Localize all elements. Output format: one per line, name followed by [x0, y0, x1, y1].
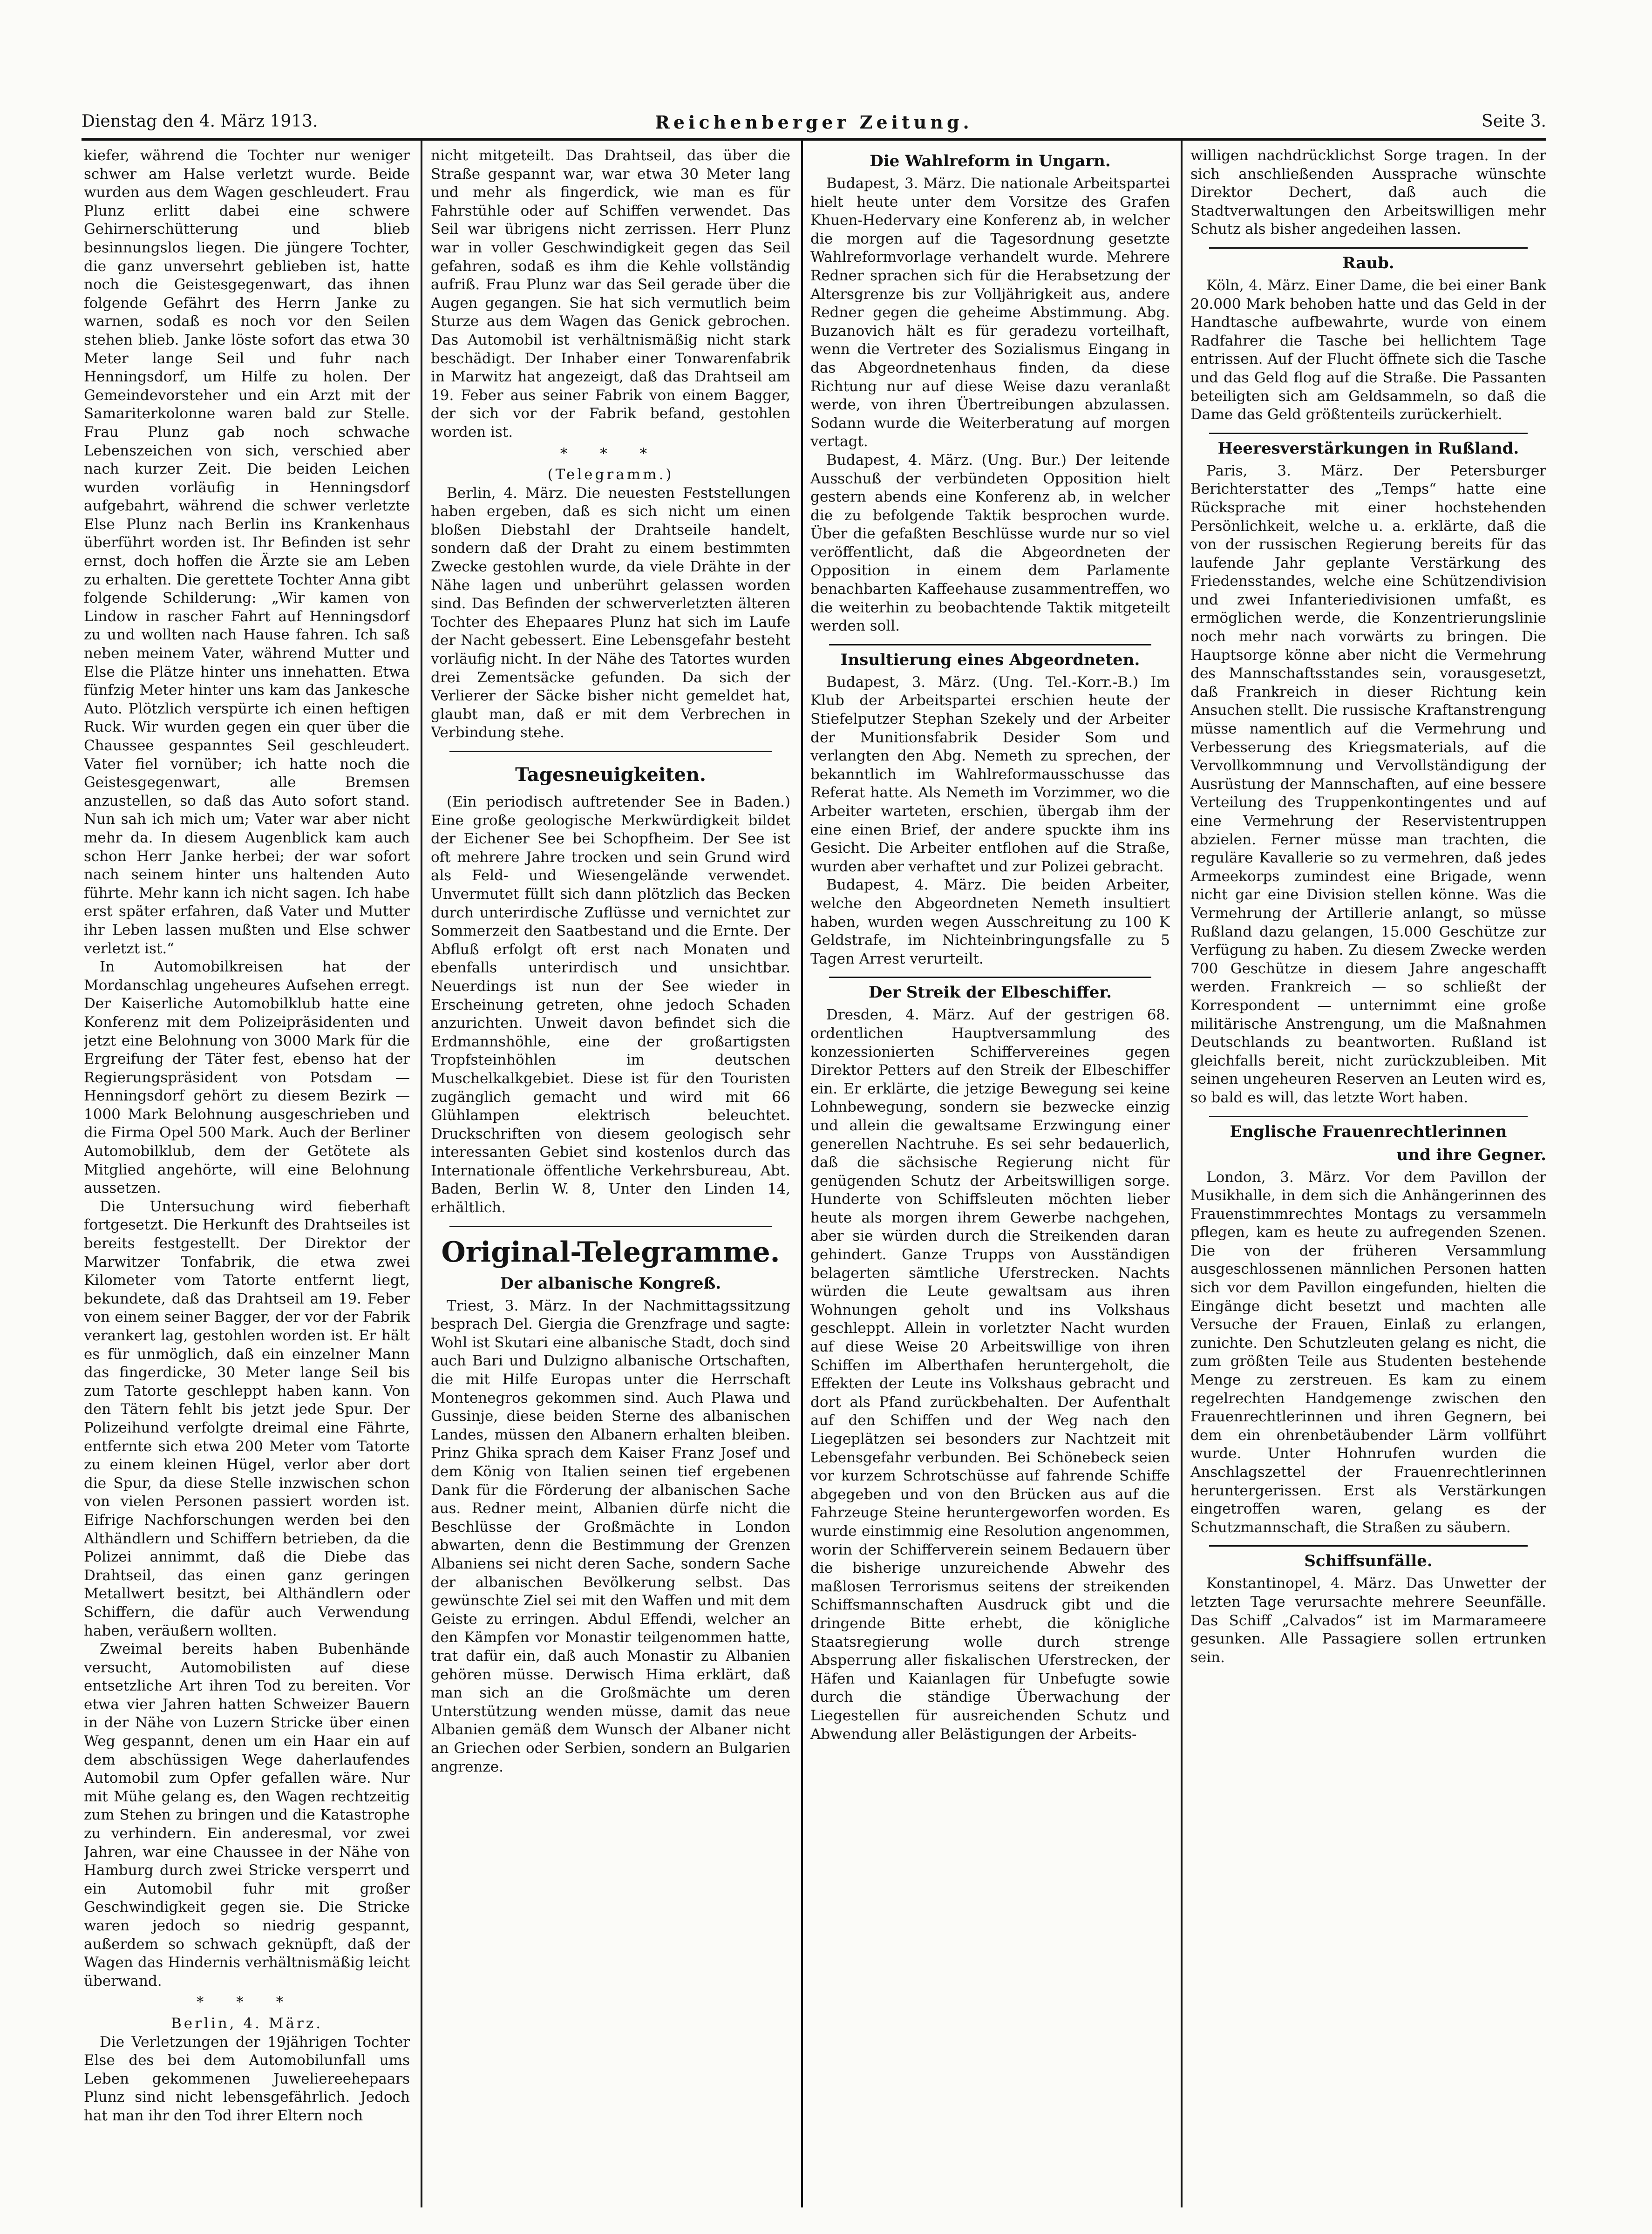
- article-heading: Die Wahlreform in Ungarn.: [870, 152, 1111, 170]
- article-paragraph: Dresden, 4. März. Auf der gestrigen 68. ordentlichen Hauptversammlung des konzessionierten Schiffervereines gegen Direktor Petters auf den Streik der Elbeschiffer ein. Er erklärte, die jetzige Bewegung sei keine Lohnbewegung, sondern sie bezwecke einzig und allein die gewaltsame Erzwingung einer generellen Nachtruhe. Es sei sehr bedauerlich, daß die sächsische Regierung nicht für genügenden Schutz der Arbeitswilligen sorge. Hunderte von Schiffsleuten möchten lieber heute als morgen ihrem Gewerbe nachgehen, aber sie würden durch die Streikenden daran gehindert. Ganze Trupps von Ausständigen belagerten sämtliche Uferstrecken. Nachts würden die Leute gewaltsam aus ihren Wohnungen geholt und ins Volkshaus geschleppt. Allein in vorletzter Nacht wurden auf diese Weise 20 Arbeitswillige von ihren Schiffen im Alberthafen heruntergeholt, die Effekten der Leute ins Volkshaus gebracht und dort als Pfand zurückbehalten. Der Aufenthalt auf den Schiffen und der Weg nach den Liegeplätzen sei besonders zur Nachtzeit mit Lebensgefahr verbunden. Bei Schönebeck seien vor kurzem Schrotschüsse auf fahrende Schiffe abgegeben und von den Brücken aus auf die Fahrzeuge Steine heruntergeworfen worden. Es wurde einstimmig eine Resolution angenommen, worin der Schifferverein seinem Bedauern über die bisherige unzureichende Abwehr des maßlosen Terrorismus seitens der streikenden Schiffsmannschaften Ausdruck gibt und die dringende Bitte erhebt, die königliche Staatsregierung wolle durch strenge Absperrung aller fiskalischen Uferstrecken, der Häfen und Kaianlagen für Unbefugte sowie durch die ständige Überwachung der Liegestellen für ausreichenden Schutz und Abwendung aller Belästigungen der Arbeits-: [810, 1006, 1170, 1743]
- section-separator: [829, 977, 1151, 978]
- newspaper-title: Reichenberger Zeitung.: [655, 112, 973, 133]
- article-paragraph: In Automobilkreisen hat der Mordanschlag ungeheures Aufsehen erregt. Der Kaiserliche Automobilklub hatte eine Konferenz mit dem Polizeipräsidenten und jetzt eine Belohnung von 3000 Mark für die Ergreifung der Täter fest, ebenso hat der Regierungspräsident von Potsdam — Henningsdorf gehört zu diesem Bezirk — 1000 Mark Belohnung ausgeschrieben und die Firma Opel 500 Mark. Auch der Berliner Automobilklub, dem der Getötete als Mitglied angehörte, will eine Belohnung aussetzen.: [84, 958, 410, 1197]
- column-divider-2: [801, 140, 803, 2207]
- article-paragraph: Triest, 3. März. In der Nachmittagssitzung besprach Del. Giergia die Grenzfrage und sagte: Wohl ist Skutari eine albanische Stadt, doch sind auch Bari und Dulzigno albanische Ortschaften, die mit Hilfe Europas unter die Herrschaft Montenegros gekommen sind. Auch Plawa und Gussinje, diese beiden Sterne des albanischen Landes, müssen den Albanern erhalten bleiben. Prinz Ghika sprach dem Kaiser Franz Josef und dem König von Italien seinen tief ergebenen Dank für die Förderung der albanischen Sache aus. Redner meint, Albanien dürfe nicht die Beschlüsse der Großmächte in London abwarten, denn die Bestimmung der Grenzen Albaniens sei nicht deren Sache, sondern Sache der albanischen Bevölkerung selbst. Das gewünschte Ziel sei mit den Waffen und mit dem Geiste zu erringen. Abdul Effendi, welcher an den Kämpfen vor Monastir teilgenommen hatte, trat dafür ein, daß auch Monastir zu Albanien gehören müsse. Derwisch Hima erklärt, daß man sich an die Großmächte um deren Unterstützung wenden müsse, damit das neue Albanien gemäß dem Wunsch der Albaner nicht an Griechen oder Serbien, sondern an Bulgarien angrenze.: [431, 1297, 790, 1775]
- article-paragraph: Paris, 3. März. Der Petersburger Berichterstatter des „Temps“ hatte eine Rücksprache mit einer hochstehenden Persönlichkeit, welche u. a. erklärte, daß die von der russischen Regierung bereits für das laufende Jahr geplante Verstärkung des Friedensstandes, welche eine Schützendivision und zwei Infanteriedivisionen umfaßt, es ermöglichen werde, die Konzentrierungslinie noch mehr nach vorwärts zu bringen. Die Hauptsorge könne aber nicht die Vermehrung des Mannschaftsstandes sein, vorausgesetzt, daß Frankreich in dieser Richtung kein Ansuchen stellt. Die russische Kraftanstrengung müsse namentlich auf die Vermehrung und Verbesserung des Kriegsmaterials, auf die Vervollkommnung und Vervollständigung der Ausrüstung der Mannschaften, auf eine bessere Verteilung des Truppenkontingentes und auf eine Vermehrung der Reservistentruppen abzielen. Ferner müsse man trachten, die reguläre Kavallerie so zu vermehren, daß jedes Armeekorps zumindest eine Brigade, wenn nicht gar eine Division stellen könne. Was die Vermehrung der Artillerie anlangt, so müsse Rußland dazu gelangen, 15.000 Geschütze zur Verfügung zu haben. Zu diesem Zwecke werden 700 Geschütze in diesem Jahre angeschafft werden. Frankreich — so schließt der Korrespondent — unternimmt eine große militärische Anstrengung, um die Maßnahmen Deutschlands zu beantworten. Rußland ist gleichfalls bereit, nicht zurückzubleiben. Mit seinen ungeheuren Reserven an Leuten wird es, so bald es will, das letzte Wort haben.: [1190, 462, 1546, 1106]
- column-3: [810, 147, 1170, 2206]
- article-paragraph: (Ein periodisch auftretender See in Baden.) Eine große geologische Merkwürdigkeit bildet der Eichener See bei Schopfheim. Der See ist oft mehrere Jahre trocken und sein Grund wird als Feld- und Wiesengelände verwendet. Unvermutet füllt sich dann plötzlich das Becken durch unterirdische Zuflüsse und vernichtet zur Sommerzeit den Saatbestand und die Ernte. Der Abfluß erfolgt oft erst nach Monaten und ebenfalls unterirdisch und unsichtbar. Neuerdings ist nun der See wieder in Erscheinung getreten, ohne jedoch Schaden anzurichten. Unweit davon befindet sich die Erdmannshöhle, eine der großartigsten Tropfsteinhöhlen im deutschen Muschelkalkgebiet. Diese ist für den Touristen zugänglich gemacht und wird mit 66 Glühlampen elektrisch beleuchtet. Druckschriften von diesem geologisch sehr interessanten Gebiet sind kostenlos durch das Internationale öffentliche Verkehrsbureau, Abt. Baden, Berlin W. 8, Unter den Linden 14, erhältlich.: [431, 794, 790, 1216]
- article-paragraph: nicht mitgeteilt. Das Drahtseil, das über die Straße gespannt war, war etwa 30 Meter lang und mehr als fingerdick, wie man es für Fahrstühle oder auf Schiffen verwendet. Das Seil war übrigens nicht zerrissen. Herr Plunz war in voller Geschwindigkeit gegen das Seil gefahren, sodaß es ihm die Kehle vollständig aufriß. Frau Plunz war das Seil gerade über die Augen gegangen. Sie hat sich vermutlich beim Sturze aus dem Wagen das Genick gebrochen. Das Automobil ist verhältnismäßig nicht stark beschädigt. Der Inhaber einer Tonwarenfabrik in Marwitz hat angezeigt, daß das Drahtseil am 19. Feber aus seiner Fabrik von einem Bagger, der sich vor der Fabrik befand, gestohlen worden ist.: [431, 147, 790, 441]
- section-separator: [1209, 1116, 1528, 1117]
- article-paragraph: Budapest, 4. März. Die beiden Arbeiter, welche den Abgeordneten Nemeth insultiert haben, wurden wegen Ausschreitung zu 100 K Geldstrafe, im Nichteinbringungsfalle zu 5 Tagen Arrest verurteilt.: [810, 876, 1170, 967]
- column-4: [1190, 147, 1546, 2206]
- section-separator: [1209, 433, 1528, 434]
- masthead-rule: [82, 138, 1546, 141]
- article-paragraph: Die Verletzungen der 19jährigen Tochter Else des bei dem Automobilunfall ums Leben gekommenen Juweliereehepaars Plunz sind nicht lebensgefährlich. Jedoch hat man ihr den Tod ihrer Eltern noch: [84, 2033, 410, 2124]
- section-heading-large: Original-Telegramme.: [441, 1236, 780, 1269]
- article-paragraph: Budapest, 3. März. (Ung. Tel.-Korr.-B.) Im Klub der Arbeitspartei erschien heute der Stiefelputzer Stephan Szekely und der Arbeiter der Munitionsfabrik Desider Som und verlangten den Abg. Nemeth zu sprechen, der bekanntlich im Wahlreformausschusse das Referat hatte. Als Nemeth im Vorzimmer, wo die Arbeiter warteten, erschien, übergab ihm der eine einen Brief, der andere spuckte ihm ins Gesicht. Die Arbeiter entflohen auf die Straße, wurden aber verhaftet und zur Polizei gebracht.: [810, 673, 1170, 875]
- article-paragraph: Köln, 4. März. Einer Dame, die bei einer Bank 20.000 Mark behoben hatte und das Geld in der Handtasche aufbewahrte, wurde von einem Radfahrer die Tasche bei hellichtem Tage entrissen. Auf der Flucht öffnete sich die Tasche und das Geld flog auf die Straße. Die Passanten beteiligten sich am Geldsammeln, so daß die Dame das Geld größtenteils zurückerhielt.: [1190, 277, 1546, 423]
- article-paragraph: Budapest, 3. März. Die nationale Arbeitspartei hielt heute unter dem Vorsitze des Grafen Khuen-Hedervary eine Konferenz ab, in welcher die morgen auf die Tagesordnung gesetzte Wahlreformvorlage verhandelt wurde. Mehrere Redner sprachen sich für die Herabsetzung der Altersgrenze bis zur Volljährigkeit aus, andere Redner gegen die geheime Abstimmung. Abg. Buzanovich hält es für geradezu vorteilhaft, wenn die Vertreter des Sozialismus Eingang in das Abgeordnetenhaus finden, da diese Richtung nur auf diese Weise dazu veranlaßt werde, von ihren Übertreibungen abzulassen. Sodann wurde die Weiterberatung auf morgen vertagt.: [810, 175, 1170, 450]
- article-heading: Der Streik der Elbeschiffer.: [868, 983, 1112, 1002]
- article-heading: Schiffsunfälle.: [1304, 1552, 1433, 1571]
- masthead: [82, 112, 1546, 140]
- article-paragraph: London, 3. März. Vor dem Pavillon der Musikhalle, in dem sich die Anhängerinnen des Frauenstimmrechtes Montags zu versammeln pflegen, kam es heute zu aufregenden Szenen. Die von der früheren Versammlung ausgeschlossenen männlichen Personen hatten sich vor dem Pavillon eingefunden, hielten die Eingänge dicht besetzt und machten alle Versuche der Frauen, Einlaß zu erlangen, zunichte. Den Schutzleuten gelang es nicht, die zum größten Teile aus Studenten bestehende Menge zu zerstreuen. Es kam zu einem regelrechten Handgemenge zwischen den Frauenrechtlerinnen und ihren Gegnern, bei dem ein ohrenbetäubender Lärm vollführt wurde. Unter Hohnrufen wurden die Anschlagszettel der Frauenrechtlerinnen heruntergerissen. Erst als Verstärkungen eingetroffen waren, gelang es der Schutzmannschaft, die Straßen zu säubern.: [1190, 1168, 1546, 1536]
- page-number: Seite 3.: [1481, 112, 1546, 131]
- section-separator: [1209, 1545, 1528, 1547]
- article-paragraph: Budapest, 4. März. (Ung. Bur.) Der leitende Ausschuß der verbündeten Opposition hielt gestern abends eine Konferenz ab, in welcher die zu befolgende Taktik besprochen wurde. Über die gefaßten Beschlüsse wurde nur so viel veröffentlicht, daß die Abgeordneten der Opposition in einem dem Parlamente benachbarten Kaffeehause zusammentreffen, wo die weiterhin zu beobachtende Taktik mitgeteilt werden soll.: [810, 451, 1170, 635]
- section-heading: Tagesneuigkeiten.: [515, 764, 706, 786]
- section-stars: * * *: [196, 1994, 298, 2011]
- section-stars: * * *: [560, 445, 661, 462]
- article-heading: Heeresverstärkungen in Rußland.: [1217, 439, 1519, 458]
- dateline: Berlin, 4. März.: [170, 2015, 323, 2032]
- section-separator: [1209, 247, 1528, 249]
- section-separator: [449, 751, 772, 752]
- article-subheading: und ihre Gegner.: [1396, 1145, 1546, 1164]
- section-separator: [449, 1226, 772, 1227]
- telegram-label: (Telegramm.): [547, 466, 674, 483]
- column-2: [431, 147, 790, 2206]
- column-divider-1: [421, 140, 422, 2207]
- article-paragraph: willigen nachdrücklichst Sorge tragen. In der sich anschließenden Aussprache wünschte Direktor Dechert, daß auch die Stadtverwaltungen den Arbeitswilligen mehr Schutz als bisher angedeihen lassen.: [1190, 147, 1546, 238]
- column-divider-3: [1181, 140, 1183, 2207]
- issue-date: Dienstag den 4. März 1913.: [82, 112, 318, 131]
- article-heading: Englische Frauenrechtlerinnen: [1230, 1122, 1507, 1141]
- article-paragraph: Berlin, 4. März. Die neuesten Feststellungen haben ergeben, daß es sich nicht um einen bloßen Diebstahl der Drahtseile handelt, sondern daß der Draht zu einem bestimmten Zwecke gestohlen wurde, da viele Drähte in der Nähe lagen und unberührt gelassen worden sind. Das Befinden der schwerverletzten älteren Tochter des Ehepaares Plunz hat sich im Laufe der Nacht gebessert. Eine Lebensgefahr besteht vorläufig nicht. In der Nähe des Tatortes wurden drei Zementsäcke gefunden. Da sich der Verlierer der Säcke bisher nicht gemeldet hat, glaubt man, daß er mit dem Verbrechen in Verbindung stehe.: [431, 484, 790, 741]
- article-heading: Der albanische Kongreß.: [500, 1274, 721, 1293]
- article-paragraph: kiefer, während die Tochter nur weniger schwer am Halse verletzt wurde. Beide wurden aus dem Wagen geschleudert. Frau Plunz erlitt dabei eine schwere Gehirnerschütterung und blieb besinnungslos liegen. Die jüngere Tochter, die ganz unversehrt geblieben ist, hatte noch die Geistesgegenwart, das ihnen folgende Gefährt des Herrn Janke zu warnen, sodaß es noch vor den Seilen stehen blieb. Janke löste sofort das etwa 30 Meter lange Seil und fuhr nach Henningsdorf, um Hilfe zu holen. Der Gemeindevorsteher und ein Arzt mit der Samariterkolonne waren bald zur Stelle. Frau Plunz gab noch schwache Lebenszeichen von sich, verschied aber nach kurzer Zeit. Die beiden Leichen wurden vorläufig in Henningsdorf aufgebahrt, während die schwer verletzte Else Plunz nach Berlin ins Krankenhaus überführt worden ist. Ihr Befinden ist sehr ernst, doch hoffen die Ärzte sie am Leben zu erhalten. Die gerettete Tochter Anna gibt folgende Schilderung: „Wir kamen von Lindow in rascher Fahrt auf Henningsdorf zu und wollten nach Hause fahren. Ich saß neben meinem Vater, während Mutter und Else die Plätze hinter uns innehatten. Etwa fünfzig Meter hinter uns kam das Jankesche Auto. Plötzlich verspürte ich einen heftigen Ruck. Wir wurden gegen ein quer über die Chaussee gespanntes Seil geschleudert. Vater fiel vornüber; ich hatte noch die Geistesgegenwart, alle Bremsen anzustellen, so daß das Auto sofort stand. Nun sah ich mich um; Vater war aber nicht mehr da. In diesem Augenblick kam auch schon Herr Janke herbei; der war sofort nach seinem hinter uns haltenden Auto führte. Mehr kann ich nicht sagen. Ich habe erst später erfahren, daß Vater und Mutter ihr Leben lassen mußten und Else schwer verletzt ist.“: [84, 147, 410, 957]
- article-paragraph: Konstantinopel, 4. März. Das Unwetter der letzten Tage verursachte mehrere Seeunfälle. Das Schiff „Calvados“ ist im Marmarameere gesunken. Alle Passagiere sollen ertrunken sein.: [1190, 1575, 1546, 1666]
- article-heading: Raub.: [1342, 253, 1394, 272]
- section-separator: [829, 644, 1151, 645]
- article-paragraph: Die Untersuchung wird fieberhaft fortgesetzt. Die Herkunft des Drahtseiles ist bereits festgestellt. Der Direktor der Marwitzer Tonfabrik, die etwa zwei Kilometer vom Tatorte entfernt liegt, bekundete, daß das Drahtseil am 19. Feber von einem seiner Bagger, der vor der Fabrik verankert lag, gestohlen worden ist. Er hält es für unmöglich, daß ein einzelner Mann das fingerdicke, 30 Meter lange Seil bis zum Tatorte geschleppt haben kann. Von den Tätern fehlt bis jetzt jede Spur. Der Polizeihund verfolgte dreimal eine Fährte, entfernte sich etwa 200 Meter vom Tatorte zu einem kleinen Hügel, verlor aber dort die Spur, da diese Stelle inzwischen schon von vielen Personen passiert worden ist. Eifrige Nachforschungen werden bei den Althändlern und Schiffern betrieben, da die Polizei annimmt, daß die Diebe das Drahtseil, das einen ganz geringen Metallwert besitzt, bei Althändlern oder Schiffern, die dafür auch Verwendung haben, veräußern wollten.: [84, 1198, 410, 1639]
- column-1: [84, 147, 410, 2206]
- article-heading: Insultierung eines Abgeordneten.: [840, 650, 1140, 669]
- article-paragraph: Zweimal bereits haben Bubenhände versucht, Automobilisten auf diese entsetzliche Art ihren Tod zu bereiten. Vor etwa vier Jahren hatten Schweizer Bauern in der Nähe von Luzern Stricke über einen Weg gespannt, denen um ein Haar ein auf dem abschüssigen Wege daherlaufendes Automobil zum Opfer gefallen wäre. Nur mit Mühe gelang es, den Wagen rechtzeitig zum Stehen zu bringen und die Katastrophe zu verhindern. Ein anderesmal, vor zwei Jahren, war eine Chaussee in der Nähe von Hamburg durch zwei Stricke versperrt und ein Automobil fuhr mit großer Geschwindigkeit gegen sie. Die Stricke waren jedoch so niedrig gespannt, außerdem so schwach geknüpft, daß der Wagen das Hindernis verhältnismäßig leicht überwand.: [84, 1641, 410, 1990]
